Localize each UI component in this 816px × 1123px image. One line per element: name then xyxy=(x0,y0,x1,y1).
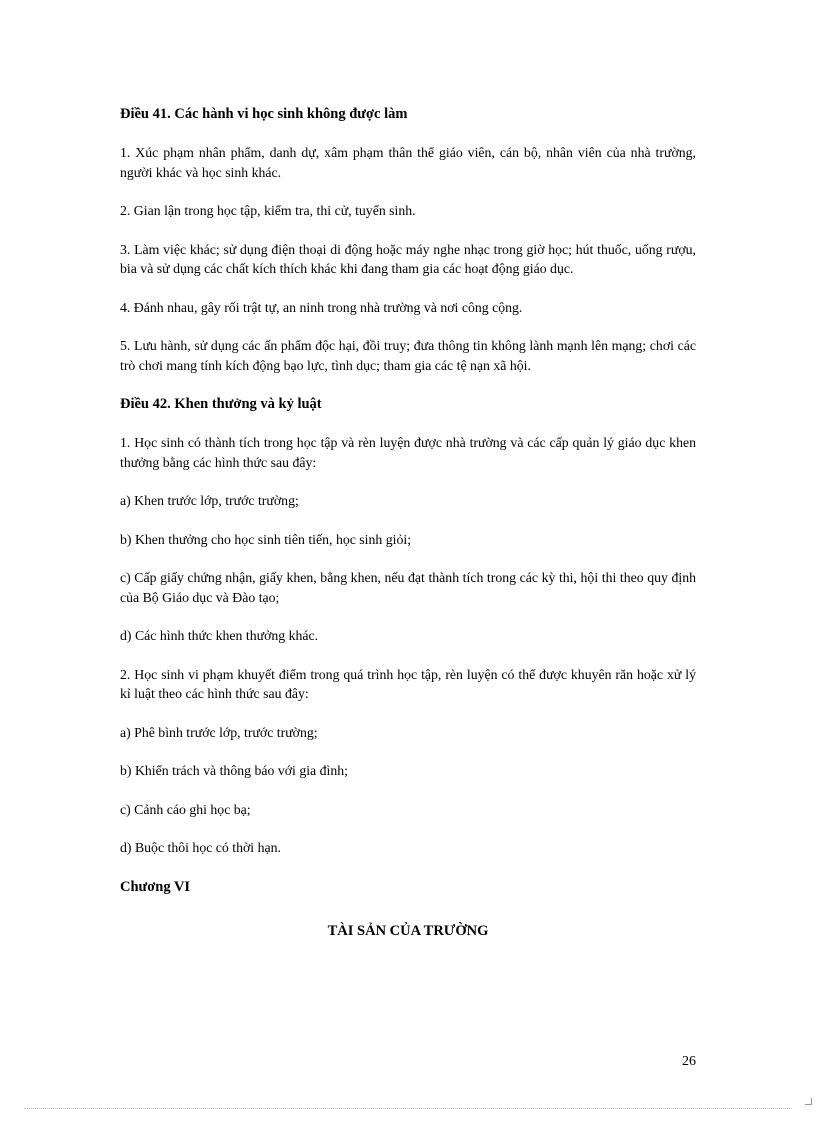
article-41-heading: Điều 41. Các hành vi học sinh không được làm xyxy=(120,106,408,122)
page-corner-mark xyxy=(805,1098,812,1105)
article-42-item-2b: b) Khiển trách và thông báo với gia đình; xyxy=(120,763,348,778)
article-41-item-1: 1. Xúc phạm nhân phẩm, danh dự, xâm phạm thân thể giáo viên, cán bộ, nhân viên của nhà trường, người khác và học sinh khác. xyxy=(120,145,696,180)
article-42-item-1a: a) Khen trước lớp, trước trường; xyxy=(120,493,299,508)
page-number: 26 xyxy=(682,1054,696,1069)
article-42-item-1d: d) Các hình thức khen thưởng khác. xyxy=(120,628,319,643)
article-42-item-1b: b) Khen thưởng cho học sinh tiên tiến, học sinh giỏi; xyxy=(120,531,412,547)
article-42-item-2c: c) Cảnh cáo ghi học bạ; xyxy=(120,801,251,817)
chapter-label: Chương VI xyxy=(120,878,191,895)
page-bottom-divider xyxy=(24,1108,792,1109)
article-41-item-3: 3. Làm việc khác; sử dụng điện thoại di động hoặc máy nghe nhạc trong giờ học; hút thuốc, uống rượu, bia và sử dụng các chất kích thích khác khi đang tham gia các hoạt động giáo dục. xyxy=(120,241,696,276)
article-42-item-2a: a) Phê bình trước lớp, trước trường; xyxy=(120,724,318,740)
article-42-item-2: 2. Học sinh vi phạm khuyết điểm trong quá trình học tập, rèn luyện có thể được khuyên răn hoặc xử lý kỉ luật theo các hình thức sau đây: xyxy=(120,666,696,701)
article-41-item-5: 5. Lưu hành, sử dụng các ấn phẩm độc hại, đồi truy; đưa thông tin không lành mạnh lên mạng; chơi các trò chơi mang tính kích động bạo lực, tình dục; tham gia các tệ nạn xã hội. xyxy=(120,338,696,373)
page-content xyxy=(120,104,696,941)
article-42-heading: Điều 42. Khen thưởng và kỷ luật xyxy=(120,396,322,412)
article-42-item-2d: d) Buộc thôi học có thời hạn. xyxy=(120,840,281,855)
article-42-item-1c: c) Cấp giấy chứng nhận, giấy khen, bằng khen, nếu đạt thành tích trong các kỳ thi, hội thi theo quy định của Bộ Giáo dục và Đào tạo; xyxy=(120,570,696,605)
chapter-title: TÀI SẢN CỦA TRƯỜNG xyxy=(327,922,489,939)
article-41-item-4: 4. Đánh nhau, gây rối trật tự, an ninh trong nhà trường và nơi công cộng. xyxy=(120,299,523,315)
article-41-item-2: 2. Gian lận trong học tập, kiểm tra, thi cử, tuyển sinh. xyxy=(120,203,416,218)
article-42-item-1: 1. Học sinh có thành tích trong học tập và rèn luyện được nhà trường và các cấp quản lý giáo dục khen thưởng bằng các hình thức sau đây: xyxy=(120,435,696,470)
